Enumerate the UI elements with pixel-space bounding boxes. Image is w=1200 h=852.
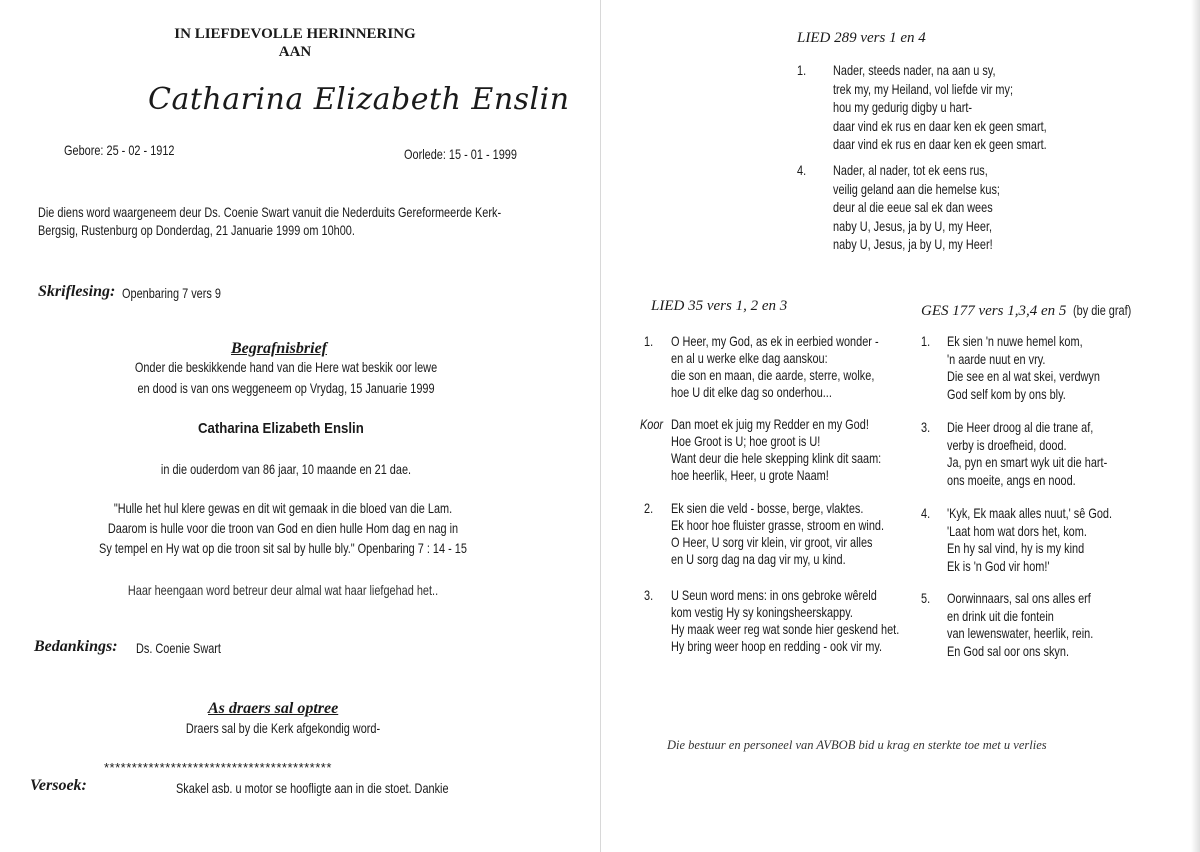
song-35-title: LIED 35 vers 1, 2 en 3 [651, 298, 788, 314]
verse-number: 5. [921, 590, 931, 606]
request-label: Versoek: [30, 777, 87, 794]
funeral-letter-line2: en dood is van ons weggeneem op Vrydag, 15 Januarie 1999 [137, 380, 435, 396]
funeral-letter-line1: Onder die beskikkende hand van die Here wat beskik oor lewe [134, 359, 438, 375]
right-page [600, 0, 1200, 852]
verse-line: daar vind ek rus en daar ken ek geen smart. [833, 136, 1047, 152]
verse-number: 4. [921, 505, 931, 521]
birth-date: Gebore: 25 - 02 - 1912 [64, 142, 175, 158]
avbob-footer: Die bestuur en personeel van AVBOB bid u krag en sterkte toe met u verlies [667, 738, 1047, 752]
verse-line: Dan moet ek juig my Redder en my God! [671, 416, 869, 432]
verse-number: 3. [921, 419, 931, 435]
verse-line: Die Heer droog al die trane af, [947, 419, 1094, 435]
verse-line: naby U, Jesus, ja by U, my Heer, [833, 217, 993, 234]
ges-177-title: GES 177 vers 1,3,4 en 5 [921, 303, 1067, 319]
bearers-line: Draers sal by die Kerk afgekondig word- [185, 720, 381, 736]
verse-line: Want deur die hele skepping klink dit saam: [671, 450, 882, 466]
verse-line: die son en maan, die aarde, sterre, wolke, [671, 367, 875, 383]
quote-line1: "Hulle het hul klere gewas en dit wit gemaak in die bloed van die Lam. [113, 500, 453, 516]
age-line: in die ouderdom van 86 jaar, 10 maande en 21 dae. [160, 461, 412, 477]
mourning-line: Haar heengaan word betreur deur almal wat haar liefgehad het.. [127, 582, 439, 598]
verse-line: Ek sien die veld - bosse, berge, vlaktes. [671, 500, 864, 516]
verse-line: daar vind ek rus en daar ken ek geen smart, [833, 117, 1047, 134]
thanks-value: Ds. Coenie Swart [136, 640, 221, 656]
verse-line: 'n aarde nuut en vry. [947, 350, 1046, 367]
ges-177-title-suffix: (by die graf) [1072, 302, 1132, 318]
verse-line: O Heer, my God, as ek in eerbied wonder - [671, 333, 879, 349]
verse-number: 4. [797, 162, 807, 178]
memorial-heading: IN LIEFDEVOLLE HERINNERING [174, 26, 416, 42]
verse-line: hoe U dit elke dag so onderhou... [671, 384, 832, 400]
verse-line: Ek hoor hoe fluister grasse, stroom en wind. [671, 517, 885, 533]
service-info-line2: Bergsig, Rustenburg op Donderdag, 21 Januarie 1999 om 10h00. [38, 222, 355, 238]
verse-line: U Seun word mens: in ons gebroke wêreld [671, 587, 877, 603]
verse-line: verby is droefheid, dood. [947, 436, 1067, 453]
verse-line: God self kom by ons bly. [947, 385, 1066, 402]
deceased-name: Catharina Elizabeth Enslin [198, 420, 364, 437]
verse-line: deur al die eeue sal ek dan wees [833, 199, 993, 215]
quote-line2: Daarom is hulle voor die troon van God en dien hulle Hom dag en nag in [107, 520, 459, 536]
verse-line: ons moeite, angs en nood. [947, 471, 1076, 488]
verse-line: en U sorg dag na dag vir my, u kind. [671, 551, 846, 567]
verse-number: 1. [644, 333, 654, 349]
verse-line: Hy bring weer hoop en redding - ook vir my. [671, 638, 883, 654]
verse-line: Die see en al wat skei, verdwyn [947, 368, 1100, 384]
verse-line: Ek is 'n God vir hom!' [947, 557, 1050, 574]
request-value: Skakel asb. u motor se hoofligte aan in die stoet. Dankie [176, 780, 449, 796]
verse-number: 3. [644, 587, 654, 603]
verse-line: O Heer, U sorg vir klein, vir groot, vir alles [671, 534, 873, 550]
stars-divider: ***************************************** [104, 760, 332, 775]
verse-line: 'Laat hom wat dors het, kom. [947, 522, 1087, 539]
quote-line3: Sy tempel en Hy wat op die troon sit sal by hulle bly." Openbaring 7 : 14 - 15 [99, 540, 467, 556]
verse-line: van lewenswater, heerlik, rein. [947, 625, 1094, 641]
page-edge-shadow [1191, 0, 1200, 852]
verse-line: en drink uit die fontein [947, 607, 1054, 624]
scripture-reading-value: Openbaring 7 vers 9 [122, 285, 221, 301]
bearers-title: As draers sal optree [208, 700, 339, 717]
verse-line: veilig geland aan die hemelse kus; [833, 180, 1000, 197]
verse-line: Oorwinnaars, sal ons alles erf [947, 590, 1091, 606]
verse-line: hou my gedurig digby u hart- [833, 99, 973, 115]
memorial-heading-aan: AAN [278, 44, 312, 60]
service-info-line1: Die diens word waargeneem deur Ds. Coenie Swart vanuit die Nederduits Gereformeerde Kerk- [38, 204, 502, 220]
verse-line: Ja, pyn en smart wyk uit die hart- [947, 454, 1108, 470]
verse-number: 1. [921, 333, 931, 349]
ges-177-title-row [921, 302, 1148, 320]
deceased-name-script: Catharina Elizabeth Enslin [148, 82, 570, 117]
verse-line: Hy maak weer reg wat sonde hier geskend het. [671, 621, 900, 637]
verse-line: trek my, my Heiland, vol liefde vir my; [833, 80, 1014, 97]
verse-line: Nader, al nader, tot ek eens rus, [833, 162, 988, 178]
verse-number: 1. [797, 62, 807, 78]
verse-line: Hoe Groot is U; hoe groot is U! [671, 433, 821, 449]
thanks-label: Bedankings: [34, 638, 118, 655]
verse-line: hoe heerlik, Heer, u grote Naam! [671, 467, 829, 483]
verse-line: En God sal oor ons skyn. [947, 642, 1070, 659]
scripture-reading-label: Skriflesing: [38, 283, 116, 300]
verse-line: 'Kyk, Ek maak alles nuut,' sê God. [947, 505, 1113, 521]
song-289-title: LIED 289 vers 1 en 4 [797, 30, 926, 46]
funeral-letter-title: Begrafnisbrief [231, 340, 327, 357]
verse-line: en al u werke elke dag aanskou: [671, 350, 828, 366]
verse-line: Ek sien 'n nuwe hemel kom, [947, 333, 1083, 349]
death-date: Oorlede: 15 - 01 - 1999 [404, 146, 517, 162]
verse-line: kom vestig Hy sy koningsheerskappy. [671, 604, 853, 620]
verse-line: naby U, Jesus, ja by U, my Heer! [833, 236, 993, 252]
verse-line: En hy sal vind, hy is my kind [947, 540, 1085, 556]
verse-number: Koor [640, 416, 664, 432]
verse-line: Nader, steeds nader, na aan u sy, [833, 62, 996, 78]
verse-number: 2. [644, 500, 654, 516]
